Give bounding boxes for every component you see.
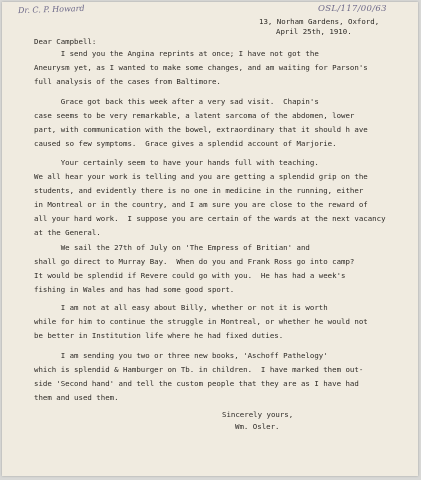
paragraph xyxy=(34,351,364,405)
text-line: side 'Second hand' and tell the custom people that they are as I have had xyxy=(34,379,359,388)
text-line: in Montreal or in the country, and I am sure you are close to the reward of xyxy=(34,200,368,209)
text-line: while for him to continue the struggle in Montreal, or whether he would not xyxy=(34,317,368,326)
signature: Wm. Osler. xyxy=(235,422,280,431)
paragraph xyxy=(34,303,368,348)
text-line: shall go direct to Murray Bay. When do you and Frank Ross go into camp? xyxy=(34,257,355,266)
text-line: them and used them. xyxy=(34,393,119,402)
text-line: be better in Institution life where he had fixed duties. xyxy=(34,331,284,340)
text-line: We sail the 27th of July on 'The Empress of Britian' and xyxy=(34,243,310,252)
salutation: Dear Campbell: xyxy=(34,37,97,46)
paragraph xyxy=(34,243,355,297)
text-line: full analysis of the cases from Baltimore. xyxy=(34,77,221,86)
text-line: Aneurysm yet, as I wanted to make some changes, and am waiting for Parson's xyxy=(34,63,368,72)
text-line: I am not at all easy about Billy, whether or not it is worth xyxy=(34,303,328,312)
text-line: Your certainly seem to have your hands full with teaching. xyxy=(34,158,319,167)
sender-address: 13, Norham Gardens, Oxford, xyxy=(259,17,380,26)
handwritten-recipient-note: Dr. C. P. Howard xyxy=(17,3,85,16)
text-line: I am sending you two or three new books, 'Aschoff Pathelogy' xyxy=(34,351,328,360)
text-line: We all hear your work is telling and you are getting a splendid grip on the xyxy=(34,172,368,181)
paragraph xyxy=(34,97,368,151)
text-line: caused so few symptoms. Grace gives a splendid account of Marjorie. xyxy=(34,139,337,148)
text-line: fishing in Wales and has had some good sport. xyxy=(34,285,235,294)
closing: Sincerely yours, xyxy=(222,410,294,419)
text-line: part, with communication with the bowel, extraordinary that it should h ave xyxy=(34,125,368,134)
text-line: students, and evidently there is no one in medicine in the running, either xyxy=(34,186,364,195)
text-line: at the General. xyxy=(34,228,101,237)
paragraph xyxy=(34,158,386,237)
letter-date: April 25th, 1910. xyxy=(276,27,352,36)
text-line: Grace got back this week after a very sad visit. Chapin's xyxy=(34,97,319,106)
paragraph xyxy=(34,49,368,94)
text-line: It would be splendid if Revere could go with you. He has had a week's xyxy=(34,271,346,280)
letter-page xyxy=(2,2,418,476)
text-line: which is splendid & Hamburger on Tb. in children. I have marked them out- xyxy=(34,365,364,374)
handwritten-reference-number: OSL/117/00/63 xyxy=(318,4,387,14)
text-line: I send you the Angina reprints at once; I have not got the xyxy=(34,49,319,58)
text-line: case seems to be very remarkable, a latent sarcoma of the abdomen, lower xyxy=(34,111,355,120)
text-line: all your hard work. I suppose you are certain of the wards at the next vacancy xyxy=(34,214,386,223)
